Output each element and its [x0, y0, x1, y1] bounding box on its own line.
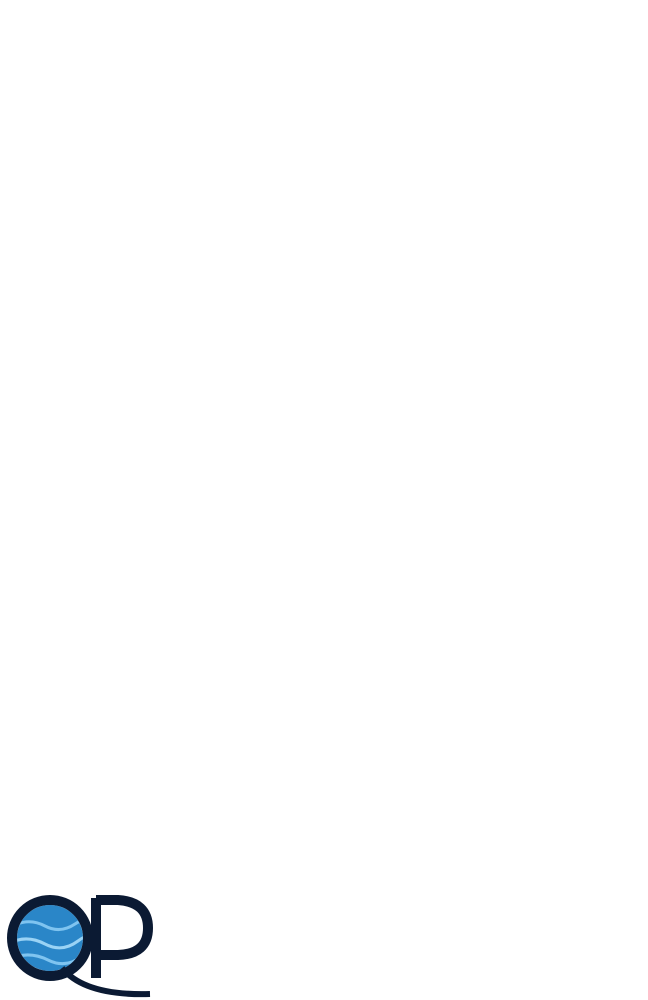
- logo-text: QP: [0, 0, 2, 1]
- qp-logo: [0, 0, 150, 994]
- logo-p-letter: [96, 898, 148, 978]
